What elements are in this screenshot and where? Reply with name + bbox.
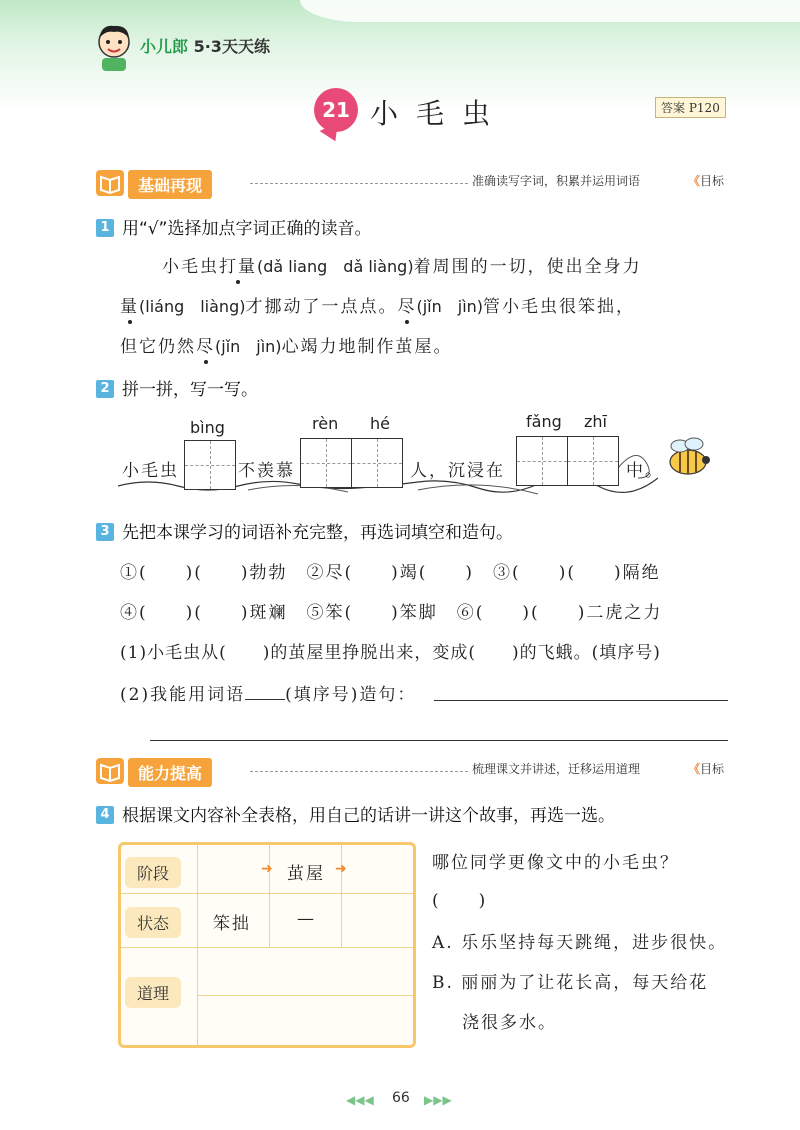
writing-grid-2[interactable]: [300, 438, 403, 488]
option-b-line2: 浇很多水。: [462, 1013, 557, 1033]
word-blank[interactable]: [245, 699, 285, 700]
book-icon: [96, 758, 124, 784]
next-page-arrows[interactable]: ▶▶▶: [424, 1093, 452, 1107]
q3-row-2[interactable]: ④( )( )斑斓 ⑤笨( )笨脚 ⑥( )( )二虎之力: [120, 603, 663, 623]
writing-cell[interactable]: [517, 437, 568, 485]
q2-text-1: 小毛虫: [122, 461, 179, 481]
reason-line: [197, 995, 413, 996]
option-a[interactable]: A. 乐乐坚持每天跳绳，进步很快。: [432, 933, 728, 953]
answer-label: 答案: [661, 101, 686, 115]
section-goal-tag: 《目标: [688, 762, 725, 776]
writing-cell[interactable]: [568, 437, 618, 485]
q1-line-1: 小毛虫打量(dǎ liang dǎ liàng)着周围的一切，使出全身力: [162, 257, 642, 277]
question-number: 3: [96, 523, 114, 541]
question-prompt: 先把本课学习的词语补充完整，再选词填空和造句。: [122, 523, 513, 543]
stage-cocoon: 茧屋: [287, 864, 325, 884]
section-goal: 准确读写字词，积累并运用词语: [472, 174, 641, 188]
brand-sub: 5·3天天练: [193, 37, 270, 56]
section-goal-tag: 《目标: [688, 174, 725, 188]
question-number: 4: [96, 806, 114, 824]
arrow-right-icon: ➜: [261, 861, 273, 877]
lesson-number-badge: 21: [314, 88, 358, 132]
pinyin-hint: zhī: [584, 412, 607, 431]
question-number: 2: [96, 380, 114, 398]
table-blank-cell[interactable]: [199, 845, 267, 891]
q2-text-2: 不羡慕: [238, 461, 295, 481]
book-icon: [96, 170, 124, 196]
pinyin-choice[interactable]: (liáng liàng): [139, 297, 246, 316]
pinyin-hint: fǎng: [526, 412, 562, 431]
answer-line[interactable]: [150, 740, 728, 741]
section-divider: [250, 771, 468, 772]
pinyin-hint: hé: [370, 414, 390, 433]
mascot-icon: [92, 22, 136, 72]
question-number: 1: [96, 219, 114, 237]
row-label-stage: 阶段: [125, 857, 181, 888]
question-prompt: 用“√”选择加点字词正确的读音。: [122, 219, 372, 239]
dotted-word: 打量: [219, 257, 257, 277]
q3-sentence-1[interactable]: (1)小毛虫从( )的茧屋里挣脱出来，变成( )的飞蛾。(填序号): [120, 643, 661, 663]
writing-grid-3[interactable]: [516, 436, 619, 486]
story-table: [118, 842, 416, 1048]
answer-ref[interactable]: [655, 97, 726, 118]
state-clumsy: 笨拙: [213, 914, 251, 934]
state-dash: —: [297, 909, 316, 929]
q1-line-2: 量(liáng liàng)才挪动了一点点。尽(jǐn jìn)管小毛虫很笨拙，: [120, 297, 636, 317]
prev-page-arrows[interactable]: ◀◀◀: [346, 1093, 374, 1107]
page-number: 66: [392, 1090, 410, 1106]
writing-cell[interactable]: [352, 439, 402, 487]
q3-sentence-2: (2)我能用词语 (填序号)造句：: [120, 685, 417, 705]
pinyin-hint: rèn: [312, 414, 339, 433]
row-label-state: 状态: [125, 907, 181, 938]
section-label-basics: 基础再现: [128, 170, 212, 199]
section-label-advanced: 能力提高: [128, 758, 212, 787]
question-prompt: 根据课文内容补全表格，用自己的话讲一讲这个故事，再选一选。: [122, 806, 615, 826]
answer-page: P120: [688, 101, 720, 115]
writing-cell[interactable]: [301, 439, 352, 487]
brand-title: [140, 34, 270, 57]
row-label-reason: 道理: [125, 977, 181, 1008]
answer-line[interactable]: [434, 700, 728, 701]
pinyin-choice[interactable]: (dǎ liang dǎ liàng): [257, 257, 414, 276]
bee-illustration-icon: [660, 434, 714, 480]
table-blank-cell[interactable]: [343, 895, 409, 945]
choice-question: 哪位同学更像文中的小毛虫？: [432, 853, 679, 873]
pinyin-choice[interactable]: (jǐn jìn): [215, 337, 282, 356]
q3-row-1[interactable]: ①( )( )勃勃 ②尽( )竭( ) ③( )( )隔绝: [120, 563, 661, 583]
q2-text-3: 人，沉浸在: [410, 461, 505, 481]
header-wave: [300, 0, 800, 22]
question-prompt: 拼一拼，写一写。: [122, 380, 258, 400]
option-b-line1[interactable]: B. 丽丽为了让花长高，每天给花: [432, 973, 709, 993]
writing-cell[interactable]: [185, 441, 235, 489]
pinyin-hint: bìng: [190, 418, 225, 437]
q1-line-3: 但它仍然尽(jǐn jìn)心竭力地制作茧屋。: [120, 337, 453, 357]
q2-text-4: 中。: [626, 461, 664, 481]
pinyin-choice[interactable]: (jǐn jìn): [416, 297, 484, 316]
lesson-title: 小毛虫: [370, 97, 509, 130]
brand-name: 小儿郎: [140, 37, 189, 56]
section-goal: 梳理课文并讲述，迁移运用道理: [472, 762, 641, 776]
arrow-right-icon: ➜: [335, 861, 347, 877]
writing-grid-1[interactable]: [184, 440, 236, 490]
choice-blank[interactable]: ( ): [432, 891, 488, 911]
section-divider: [250, 183, 468, 184]
